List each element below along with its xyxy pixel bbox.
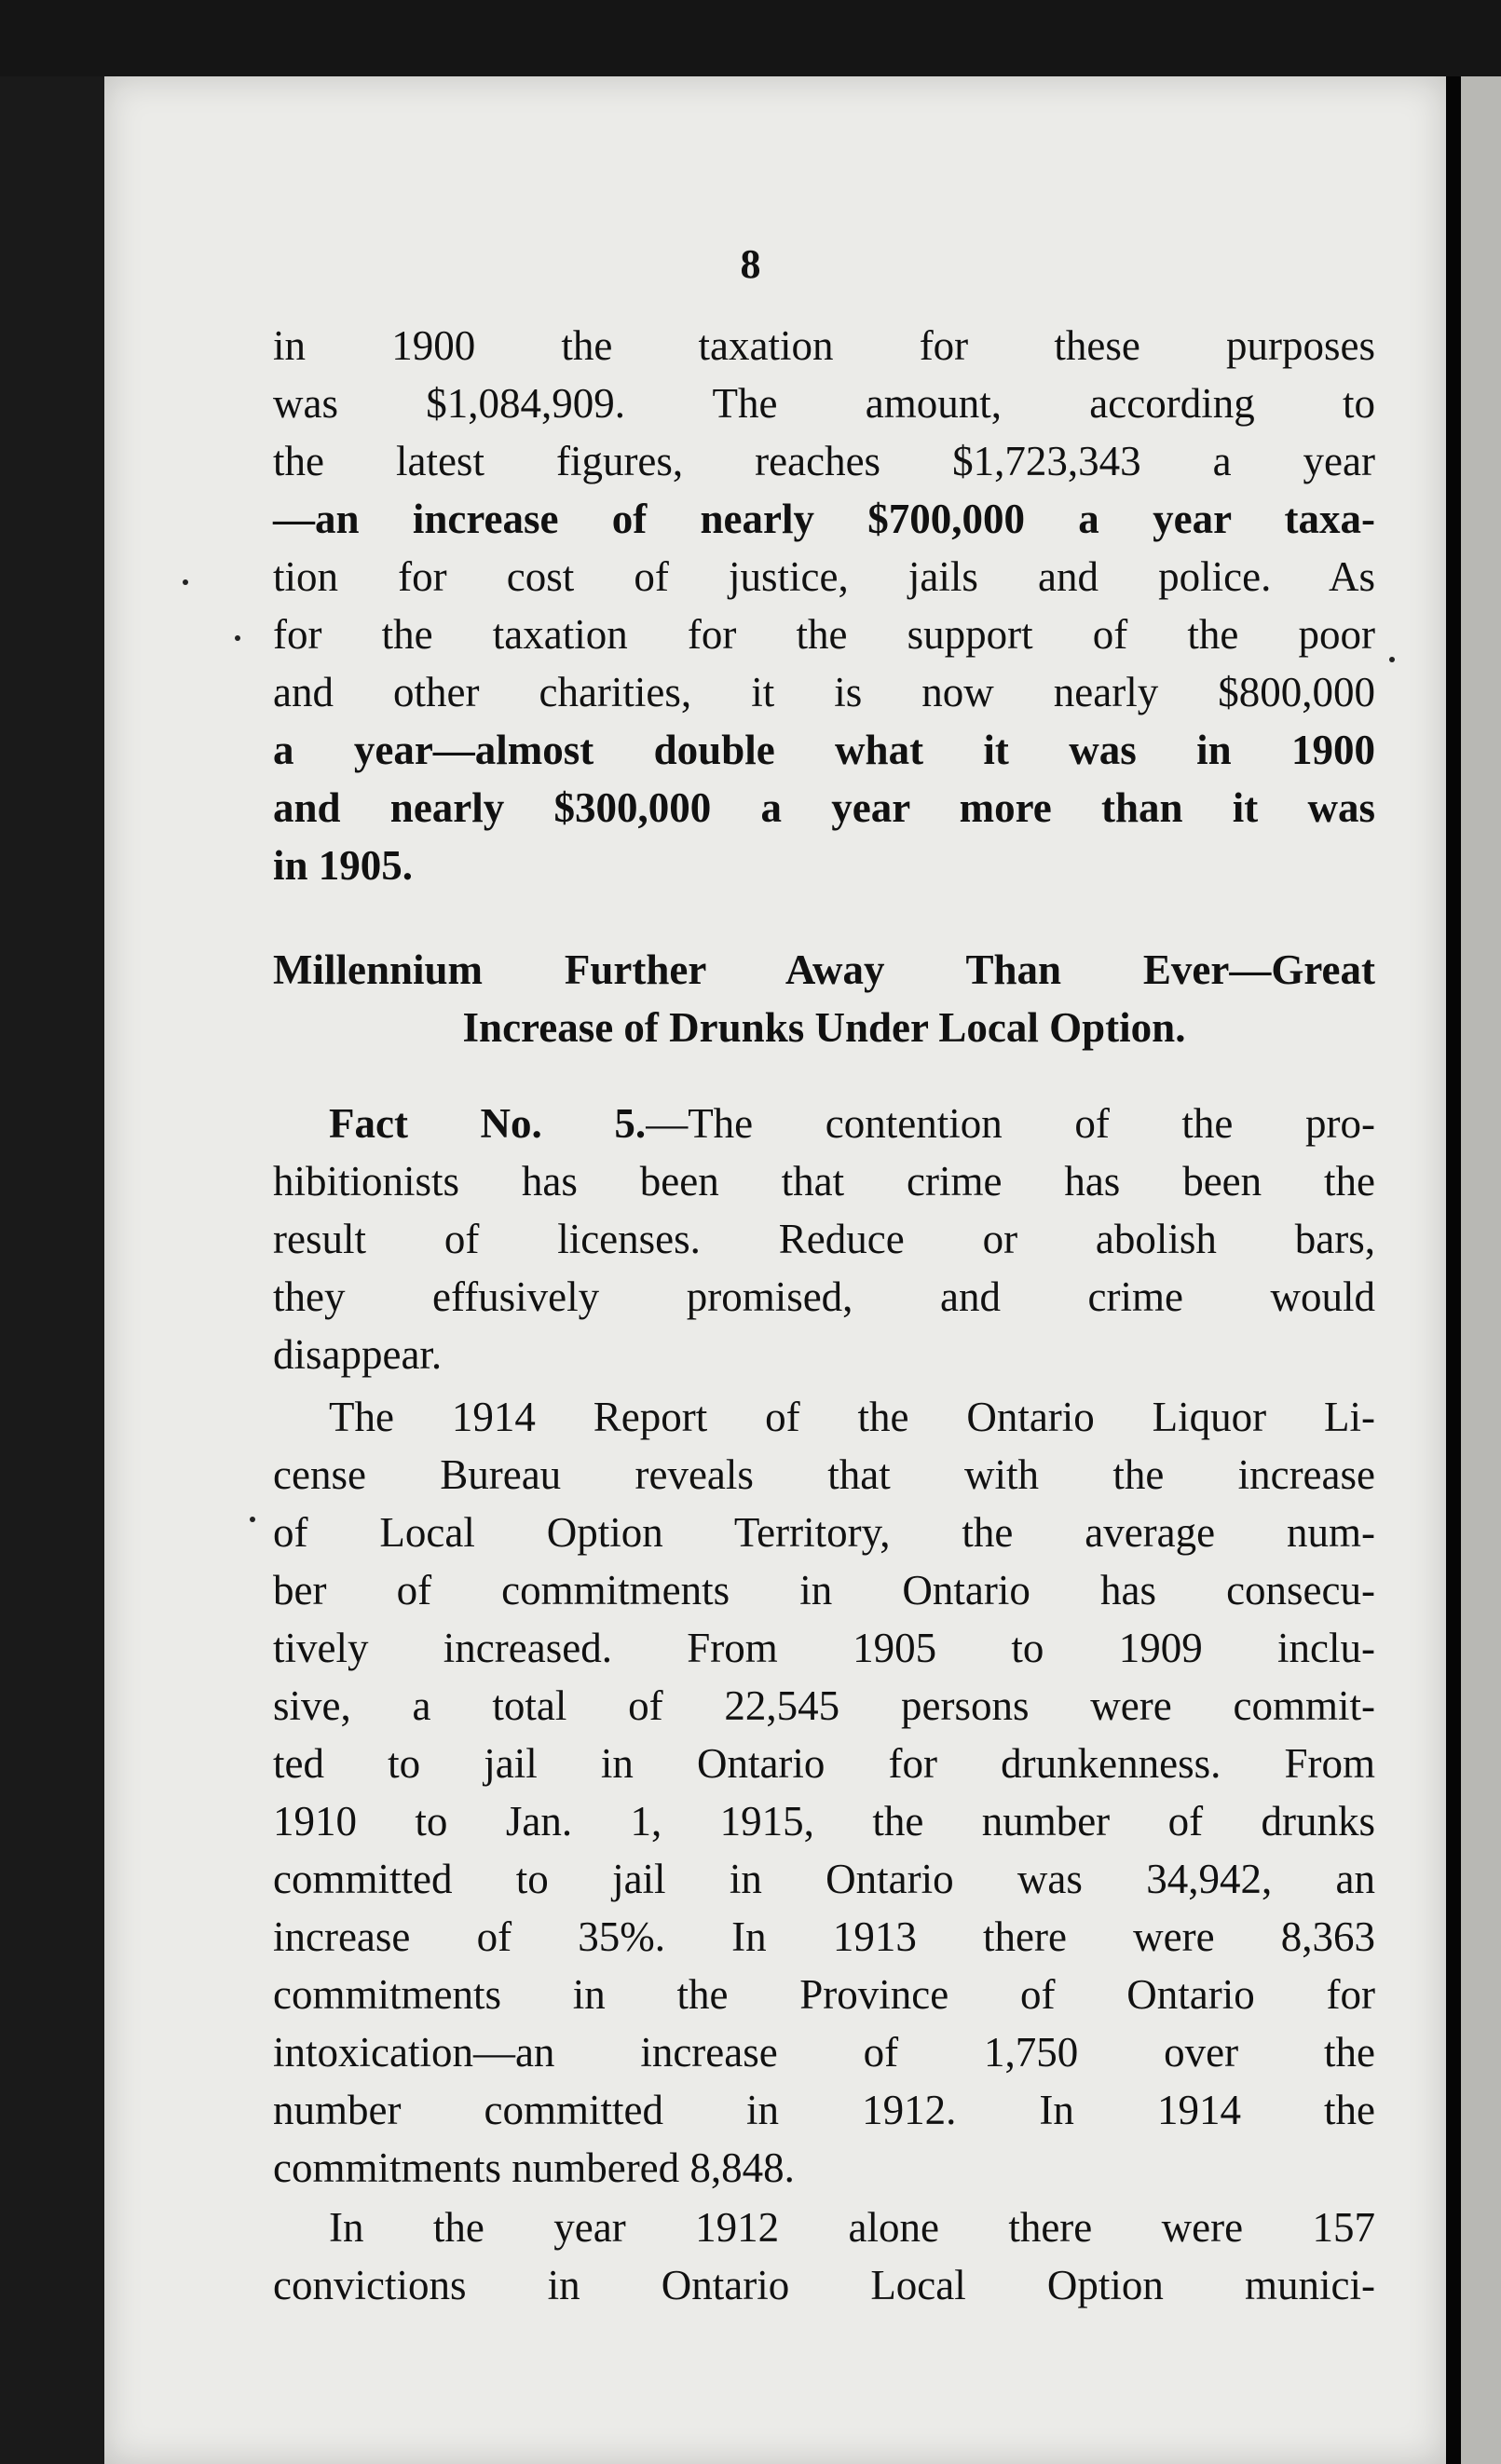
- text-line: result of licenses. Reduce or abolish bars,: [273, 1216, 1375, 1262]
- text-line: hibitionists has been that crime has been the: [273, 1158, 1375, 1205]
- text-run: —The contention of the pro-: [646, 1100, 1375, 1147]
- text-line: cense Bureau reveals that with the increase: [273, 1451, 1375, 1498]
- text-line: number committed in 1912. In 1914 the: [273, 2087, 1375, 2133]
- heading-line: Increase of Drunks Under Local Option.: [462, 1004, 1186, 1051]
- text-line: convictions in Ontario Local Option munici-: [273, 2262, 1375, 2308]
- scan-speck: [235, 635, 240, 641]
- text-line: ted to jail in Ontario for drunkenness. From: [273, 1740, 1375, 1787]
- text-line: ber of commitments in Ontario has consecu-: [273, 1567, 1375, 1613]
- text-line: 1910 to Jan. 1, 1915, the number of drunks: [273, 1798, 1375, 1845]
- text-line: The 1914 Report of the Ontario Liquor Li-: [329, 1394, 1375, 1440]
- text-line: increase of 35%. In 1913 there were 8,363: [273, 1913, 1375, 1960]
- text-line: commitments in the Province of Ontario for: [273, 1971, 1375, 2018]
- paragraph-1912-convictions: [273, 2199, 1375, 2314]
- text-line: tion for cost of justice, jails and police. As: [273, 553, 1375, 600]
- text-line: and nearly $300,000 a year more than it was: [273, 784, 1375, 831]
- text-line: commitments numbered 8,848.: [273, 2144, 795, 2191]
- text-line: in 1900 the taxation for these purposes: [273, 322, 1375, 369]
- text-line: for the taxation for the support of the poor: [273, 611, 1375, 658]
- text-line: sive, a total of 22,545 persons were commit-: [273, 1682, 1375, 1729]
- text-line: they effusively promised, and crime would: [273, 1273, 1375, 1320]
- scan-speck: [1389, 657, 1395, 662]
- fact-label: Fact No. 5.: [329, 1100, 647, 1147]
- text-line: intoxication—an increase of 1,750 over the: [273, 2029, 1375, 2076]
- text-line: committed to jail in Ontario was 34,942, an: [273, 1856, 1375, 1902]
- text-line: —an increase of nearly $700,000 a year taxa-: [273, 496, 1375, 542]
- heading-line: Millennium Further Away Than Ever—Great: [273, 946, 1375, 993]
- scan-adjacent-page: [1461, 76, 1501, 2464]
- text-line: the latest figures, reaches $1,723,343 a year: [273, 438, 1375, 484]
- scan-top-border: [0, 0, 1501, 76]
- section-heading: [273, 941, 1375, 1056]
- paragraph-fact-5: [273, 1095, 1375, 1383]
- text-line: in 1905.: [273, 842, 414, 889]
- scan-speck: [183, 579, 188, 585]
- text-line: of Local Option Territory, the average num-: [273, 1509, 1375, 1556]
- text-line: was $1,084,909. The amount, according to: [273, 380, 1375, 427]
- text-line: In the year 1912 alone there were 157: [329, 2204, 1375, 2251]
- page-number: 8: [740, 241, 761, 287]
- text-line: tively increased. From 1905 to 1909 inclu-: [273, 1625, 1375, 1671]
- text-line: [273, 1095, 1375, 1152]
- scan-speck: [250, 1517, 255, 1522]
- paragraph-taxation: [273, 317, 1375, 894]
- text-line: disappear.: [273, 1331, 443, 1378]
- text-line: a year—almost double what it was in 1900: [273, 727, 1375, 773]
- scan-right-shadow: [1446, 76, 1461, 2464]
- text-line: and other charities, it is now nearly $800,000: [273, 669, 1375, 715]
- paragraph-1914-report: [273, 1388, 1375, 2197]
